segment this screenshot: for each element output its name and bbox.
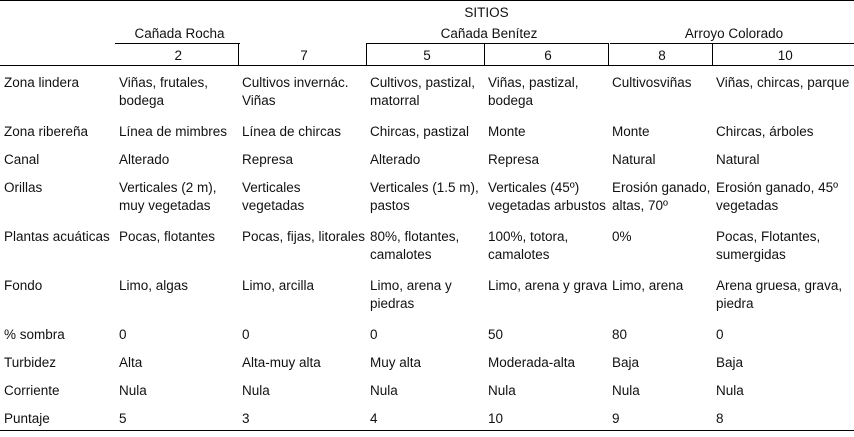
table-row (0, 171, 854, 220)
table-cell: Limo, arcilla (242, 278, 315, 293)
column-header: 2 (115, 44, 238, 66)
table-cell: 0 (716, 327, 724, 342)
table-cell: Nula (242, 383, 270, 398)
table-cell: Represa (488, 152, 540, 167)
table-cell: Nula (119, 383, 147, 398)
table-row (0, 346, 854, 374)
row-label: Fondo (4, 278, 43, 293)
table-body (0, 66, 854, 431)
table-row (0, 318, 854, 346)
table-cell: Pocas, Flotantes, sumergidas (716, 229, 821, 262)
table-cell: 5 (115, 402, 238, 431)
table-cell: Limo, arena y grava (488, 278, 608, 293)
table-cell: 0 (119, 327, 127, 342)
table-row (0, 66, 854, 116)
table-cell: 50 (488, 327, 504, 342)
table-cell: Pocas, fijas, litorales (242, 229, 366, 244)
table-cell: Erosión ganado, 45º vegetadas (716, 180, 839, 213)
table-row (0, 269, 854, 318)
table-cell: Viñas, frutales, bodega (119, 75, 209, 108)
table-row (0, 115, 854, 143)
table-cell: Cultivos, pastizal, matorral (370, 75, 476, 108)
table-cell: Pocas, flotantes (119, 229, 216, 244)
row-label: Plantas acuáticas (4, 229, 110, 244)
site-canada-rocha: Cañada Rocha (115, 22, 240, 44)
table-cell: Línea de mimbres (119, 124, 228, 139)
table-row (0, 374, 854, 402)
table-cell: Línea de chircas (242, 124, 342, 139)
table-cell: Alta-muy alta (242, 355, 321, 370)
table-cell: 80 (612, 327, 628, 342)
table-cell: Nula (612, 383, 640, 398)
table-cell: Limo, arena y piedras (370, 278, 452, 311)
row-label: Canal (4, 152, 40, 167)
table-cell: Nula (370, 383, 398, 398)
table-cell: Arena gruesa, grava, piedra (716, 278, 843, 311)
table-cell: 8 (712, 402, 854, 431)
column-header: 5 (366, 44, 484, 66)
table-cell: Chircas, pastizal (370, 124, 470, 139)
table-cell: Chircas, árboles (716, 124, 814, 139)
row-label: Corriente (4, 383, 60, 398)
table-cell: 100%, totora, camalotes (488, 229, 569, 262)
table-cell: Moderada-alta (488, 355, 576, 370)
table-header (0, 1, 854, 66)
table-cell: Monte (488, 124, 526, 139)
table-cell: 0 (370, 327, 378, 342)
table-cell: Limo, algas (119, 278, 189, 293)
row-label: Zona lindera (4, 75, 80, 90)
table-cell: 80%, flotantes, camalotes (370, 229, 460, 262)
table-cell: Cultivos invernác. Viñas (242, 75, 349, 108)
table-row (0, 143, 854, 171)
table-cell: Alterado (119, 152, 170, 167)
table-cell: Verticales (2 m), muy vegetadas (119, 180, 217, 213)
column-header: 10 (712, 44, 854, 66)
table-cell: Erosión ganado, altas, 70º (612, 180, 711, 213)
table-cell: Monte (612, 124, 650, 139)
table-cell: Baja (716, 355, 744, 370)
table-cell: Verticales (45º) vegetadas arbustos (488, 180, 606, 213)
table-cell: 9 (608, 402, 712, 431)
table-cell: Alterado (370, 152, 421, 167)
table-cell: Natural (612, 152, 656, 167)
table-cell: 4 (366, 402, 484, 431)
column-header: 6 (484, 44, 608, 66)
table-row (0, 220, 854, 269)
table-cell: 0% (612, 229, 632, 244)
row-label: % sombra (4, 327, 65, 342)
row-label: Turbidez (4, 355, 57, 370)
header-title: SITIOS (115, 1, 854, 23)
site-arroyo-colorado: Arroyo Colorado (610, 22, 854, 44)
row-label: Orillas (4, 180, 43, 195)
table-cell: Nula (488, 383, 516, 398)
table-cell: Muy alta (370, 355, 422, 370)
table-cell: Natural (716, 152, 760, 167)
row-label: Puntaje (0, 402, 115, 431)
table-cell: Represa (242, 152, 294, 167)
table-cell: Verticales (1.5 m), pastos (370, 180, 479, 213)
table-row (0, 402, 854, 431)
table-cell: Cultivosviñas (612, 75, 692, 90)
table-cell: 3 (238, 402, 366, 431)
column-header: 7 (238, 44, 366, 66)
table-cell: Viñas, chircas, parque (716, 75, 850, 90)
table-cell: Alta (119, 355, 143, 370)
site-canada-benitez: Cañada Benítez (366, 22, 608, 44)
table-cell: Nula (716, 383, 744, 398)
column-header: 8 (608, 44, 712, 66)
table-cell: Limo, arena (612, 278, 684, 293)
table-cell: Viñas, pastizal, bodega (488, 75, 579, 108)
row-label: Zona ribereña (4, 124, 89, 139)
table-cell: 0 (242, 327, 250, 342)
table-cell: Baja (612, 355, 640, 370)
table-cell: Verticales vegetadas (242, 180, 305, 213)
table-cell: 10 (484, 402, 608, 431)
